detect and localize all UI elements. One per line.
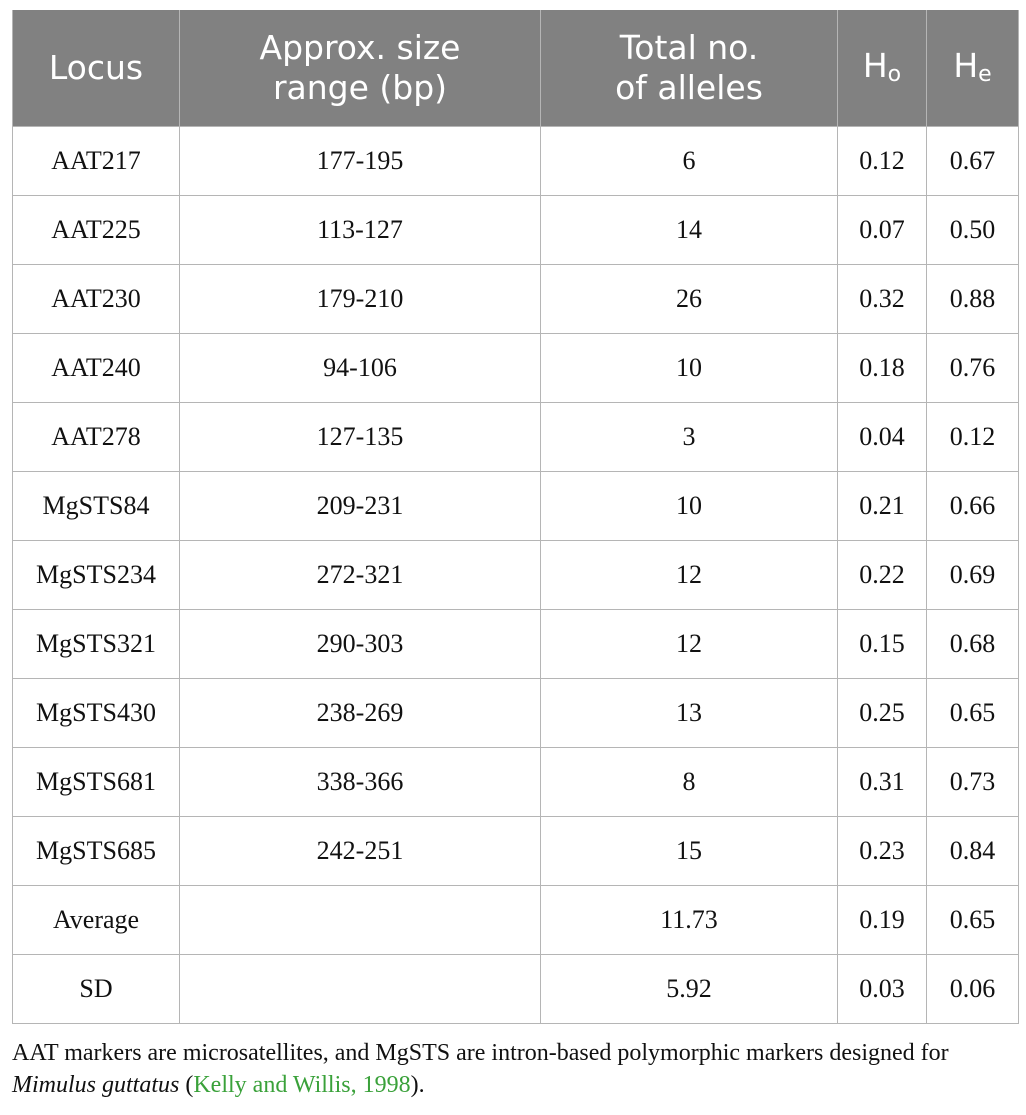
header-locus: Locus bbox=[13, 10, 180, 127]
cell-locus: AAT225 bbox=[13, 196, 180, 265]
footnote-citation-link[interactable]: Kelly and Willis, 1998 bbox=[193, 1072, 411, 1098]
cell-total-alleles: 26 bbox=[541, 265, 838, 334]
cell-size-range: 272-321 bbox=[180, 541, 541, 610]
cell-ho: 0.25 bbox=[838, 679, 927, 748]
table-row bbox=[13, 817, 1019, 886]
table-row bbox=[13, 265, 1019, 334]
header-total-alleles bbox=[541, 10, 838, 127]
cell-ho: 0.31 bbox=[838, 748, 927, 817]
cell-he: 0.76 bbox=[927, 334, 1019, 403]
cell-size-range bbox=[180, 886, 541, 955]
cell-locus: MgSTS681 bbox=[13, 748, 180, 817]
cell-size-range: 177-195 bbox=[180, 127, 541, 196]
cell-size-range bbox=[180, 955, 541, 1024]
cell-size-range: 290-303 bbox=[180, 610, 541, 679]
cell-he: 0.12 bbox=[927, 403, 1019, 472]
cell-total-alleles: 3 bbox=[541, 403, 838, 472]
cell-locus: AAT230 bbox=[13, 265, 180, 334]
table-row bbox=[13, 886, 1019, 955]
cell-locus: AAT217 bbox=[13, 127, 180, 196]
cell-locus: MgSTS321 bbox=[13, 610, 180, 679]
header-size-range bbox=[180, 10, 541, 127]
header-size-line2: range (bp) bbox=[272, 68, 448, 107]
cell-ho: 0.23 bbox=[838, 817, 927, 886]
cell-locus: MgSTS430 bbox=[13, 679, 180, 748]
cell-total-alleles: 14 bbox=[541, 196, 838, 265]
cell-he: 0.67 bbox=[927, 127, 1019, 196]
header-he: $H_e$ bbox=[927, 10, 1019, 127]
cell-ho: 0.22 bbox=[838, 541, 927, 610]
cell-ho: 0.03 bbox=[838, 955, 927, 1024]
cell-he: 0.84 bbox=[927, 817, 1019, 886]
cell-size-range: 94-106 bbox=[180, 334, 541, 403]
table-row bbox=[13, 955, 1019, 1024]
footnote-close-paren: ). bbox=[410, 1072, 425, 1098]
cell-total-alleles: 12 bbox=[541, 541, 838, 610]
table-footnote bbox=[12, 1037, 1022, 1101]
table-body bbox=[13, 127, 1019, 1024]
cell-ho: 0.12 bbox=[838, 127, 927, 196]
header-alleles-line1: Total no. bbox=[619, 28, 759, 67]
cell-locus: AAT278 bbox=[13, 403, 180, 472]
cell-locus: MgSTS234 bbox=[13, 541, 180, 610]
cell-total-alleles: 8 bbox=[541, 748, 838, 817]
cell-total-alleles: 11.73 bbox=[541, 886, 838, 955]
cell-ho: 0.19 bbox=[838, 886, 927, 955]
header-size-line1: Approx. size bbox=[259, 28, 461, 67]
cell-total-alleles: 6 bbox=[541, 127, 838, 196]
footnote-species: Mimulus guttatus bbox=[12, 1072, 180, 1098]
cell-he: 0.66 bbox=[927, 472, 1019, 541]
cell-total-alleles: 10 bbox=[541, 472, 838, 541]
cell-ho: 0.32 bbox=[838, 265, 927, 334]
table-row bbox=[13, 748, 1019, 817]
cell-locus: SD bbox=[13, 955, 180, 1024]
cell-size-range: 209-231 bbox=[180, 472, 541, 541]
cell-he: 0.88 bbox=[927, 265, 1019, 334]
table-row bbox=[13, 403, 1019, 472]
table-header bbox=[13, 10, 1019, 127]
cell-locus: AAT240 bbox=[13, 334, 180, 403]
loci-table-container bbox=[12, 10, 1018, 1024]
header-row bbox=[13, 10, 1019, 127]
cell-total-alleles: 10 bbox=[541, 334, 838, 403]
cell-size-range: 338-366 bbox=[180, 748, 541, 817]
cell-total-alleles: 12 bbox=[541, 610, 838, 679]
cell-he: 0.50 bbox=[927, 196, 1019, 265]
header-ho: $H_o$ bbox=[838, 10, 927, 127]
cell-total-alleles: 13 bbox=[541, 679, 838, 748]
cell-ho: 0.21 bbox=[838, 472, 927, 541]
cell-size-range: 113-127 bbox=[180, 196, 541, 265]
cell-ho: 0.07 bbox=[838, 196, 927, 265]
cell-he: 0.69 bbox=[927, 541, 1019, 610]
table-row bbox=[13, 127, 1019, 196]
cell-size-range: 179-210 bbox=[180, 265, 541, 334]
cell-ho: 0.04 bbox=[838, 403, 927, 472]
cell-he: 0.65 bbox=[927, 679, 1019, 748]
cell-size-range: 127-135 bbox=[180, 403, 541, 472]
cell-ho: 0.15 bbox=[838, 610, 927, 679]
cell-total-alleles: 15 bbox=[541, 817, 838, 886]
footnote-open-paren: ( bbox=[179, 1072, 194, 1098]
cell-he: 0.65 bbox=[927, 886, 1019, 955]
cell-he: 0.68 bbox=[927, 610, 1019, 679]
cell-ho: 0.18 bbox=[838, 334, 927, 403]
cell-he: 0.73 bbox=[927, 748, 1019, 817]
header-alleles-line2: of alleles bbox=[615, 68, 763, 107]
cell-size-range: 238-269 bbox=[180, 679, 541, 748]
table-row bbox=[13, 610, 1019, 679]
loci-table bbox=[12, 10, 1019, 1024]
table-row bbox=[13, 679, 1019, 748]
table-row bbox=[13, 334, 1019, 403]
cell-size-range: 242-251 bbox=[180, 817, 541, 886]
table-row bbox=[13, 196, 1019, 265]
cell-locus: Average bbox=[13, 886, 180, 955]
cell-he: 0.06 bbox=[927, 955, 1019, 1024]
cell-total-alleles: 5.92 bbox=[541, 955, 838, 1024]
table-row bbox=[13, 541, 1019, 610]
cell-locus: MgSTS84 bbox=[13, 472, 180, 541]
footnote-text: AAT markers are microsatellites, and MgSTS are intron-based polymorphic markers designed for bbox=[12, 1040, 949, 1066]
table-row bbox=[13, 472, 1019, 541]
cell-locus: MgSTS685 bbox=[13, 817, 180, 886]
